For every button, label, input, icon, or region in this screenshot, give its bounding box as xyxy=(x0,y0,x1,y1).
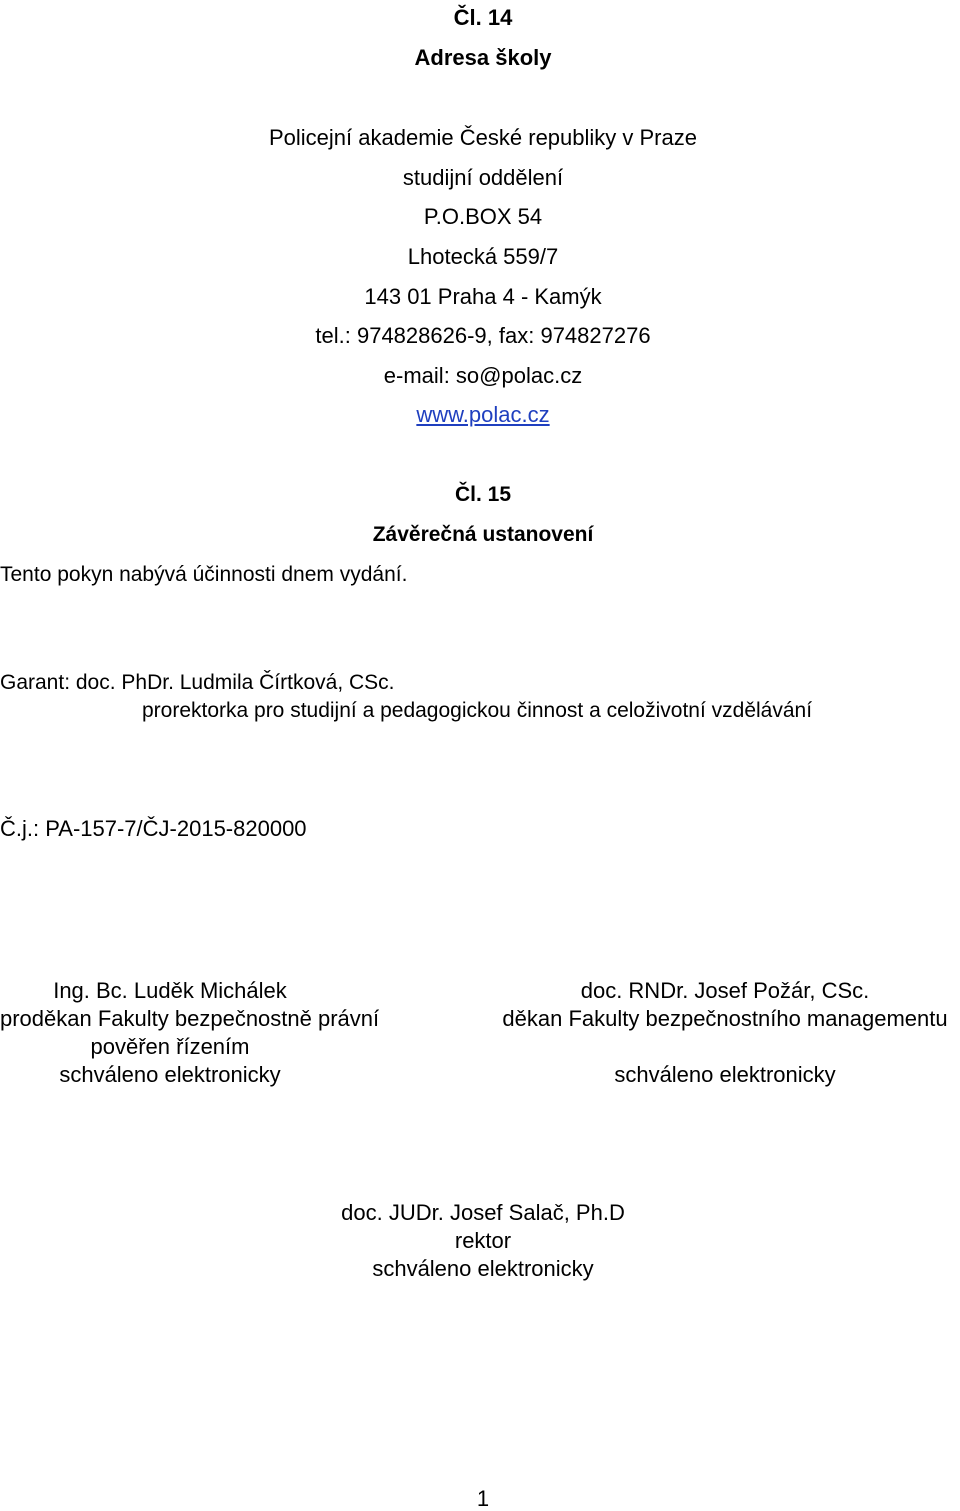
address-line: 143 01 Praha 4 - Kamýk xyxy=(364,284,602,309)
article-14-title: Adresa školy xyxy=(414,45,552,70)
article-15-text: Tento pokyn nabývá účinnosti dnem vydání. xyxy=(0,563,408,586)
address-line: P.O.BOX 54 xyxy=(423,204,543,229)
approval-status: schváleno elektronicky xyxy=(614,1062,836,1087)
article-15-title: Závěrečná ustanovení xyxy=(372,523,594,546)
signatory-role: děkan Fakulty bezpečnostního managementu xyxy=(502,1006,948,1031)
address-line: Lhotecká 559/7 xyxy=(407,244,559,269)
page-number: 1 xyxy=(476,1486,490,1511)
website-link[interactable]: www.polac.cz xyxy=(416,402,550,427)
signatory-name: doc. JUDr. Josef Salač, Ph.D xyxy=(341,1200,625,1225)
signatory-note: pověřen řízením xyxy=(90,1034,250,1059)
signatory-name: Ing. Bc. Luděk Michálek xyxy=(53,978,287,1003)
guarantor-role: prorektorka pro studijní a pedagogickou činnost a celoživotní vzdělávání xyxy=(141,699,813,722)
website-row xyxy=(0,404,960,426)
approval-status: schváleno elektronicky xyxy=(59,1062,281,1087)
email-line: e-mail: so@polac.cz xyxy=(383,363,583,388)
signatory-role: rektor xyxy=(454,1228,512,1253)
guarantor-name: Garant: doc. PhDr. Ludmila Čírtková, CSc. xyxy=(0,671,395,694)
approval-status: schváleno elektronicky xyxy=(372,1256,594,1281)
reference-number: Č.j.: PA-157-7/ČJ-2015-820000 xyxy=(0,816,307,841)
article-15-heading: Čl. 15 xyxy=(454,483,512,506)
signature-bottom xyxy=(0,1199,960,1283)
address-line: Policejní akademie České republiky v Praze xyxy=(269,125,697,150)
signature-left xyxy=(0,977,380,1089)
signatory-role: proděkan Fakulty bezpečnostně právní xyxy=(0,1006,380,1031)
phone-fax-line: tel.: 974828626-9, fax: 974827276 xyxy=(315,323,651,348)
signature-right xyxy=(480,977,960,1089)
signatory-name: doc. RNDr. Josef Požár, CSc. xyxy=(580,978,870,1003)
article-14-heading: Čl. 14 xyxy=(453,5,513,30)
address-line: studijní oddělení xyxy=(402,165,564,190)
